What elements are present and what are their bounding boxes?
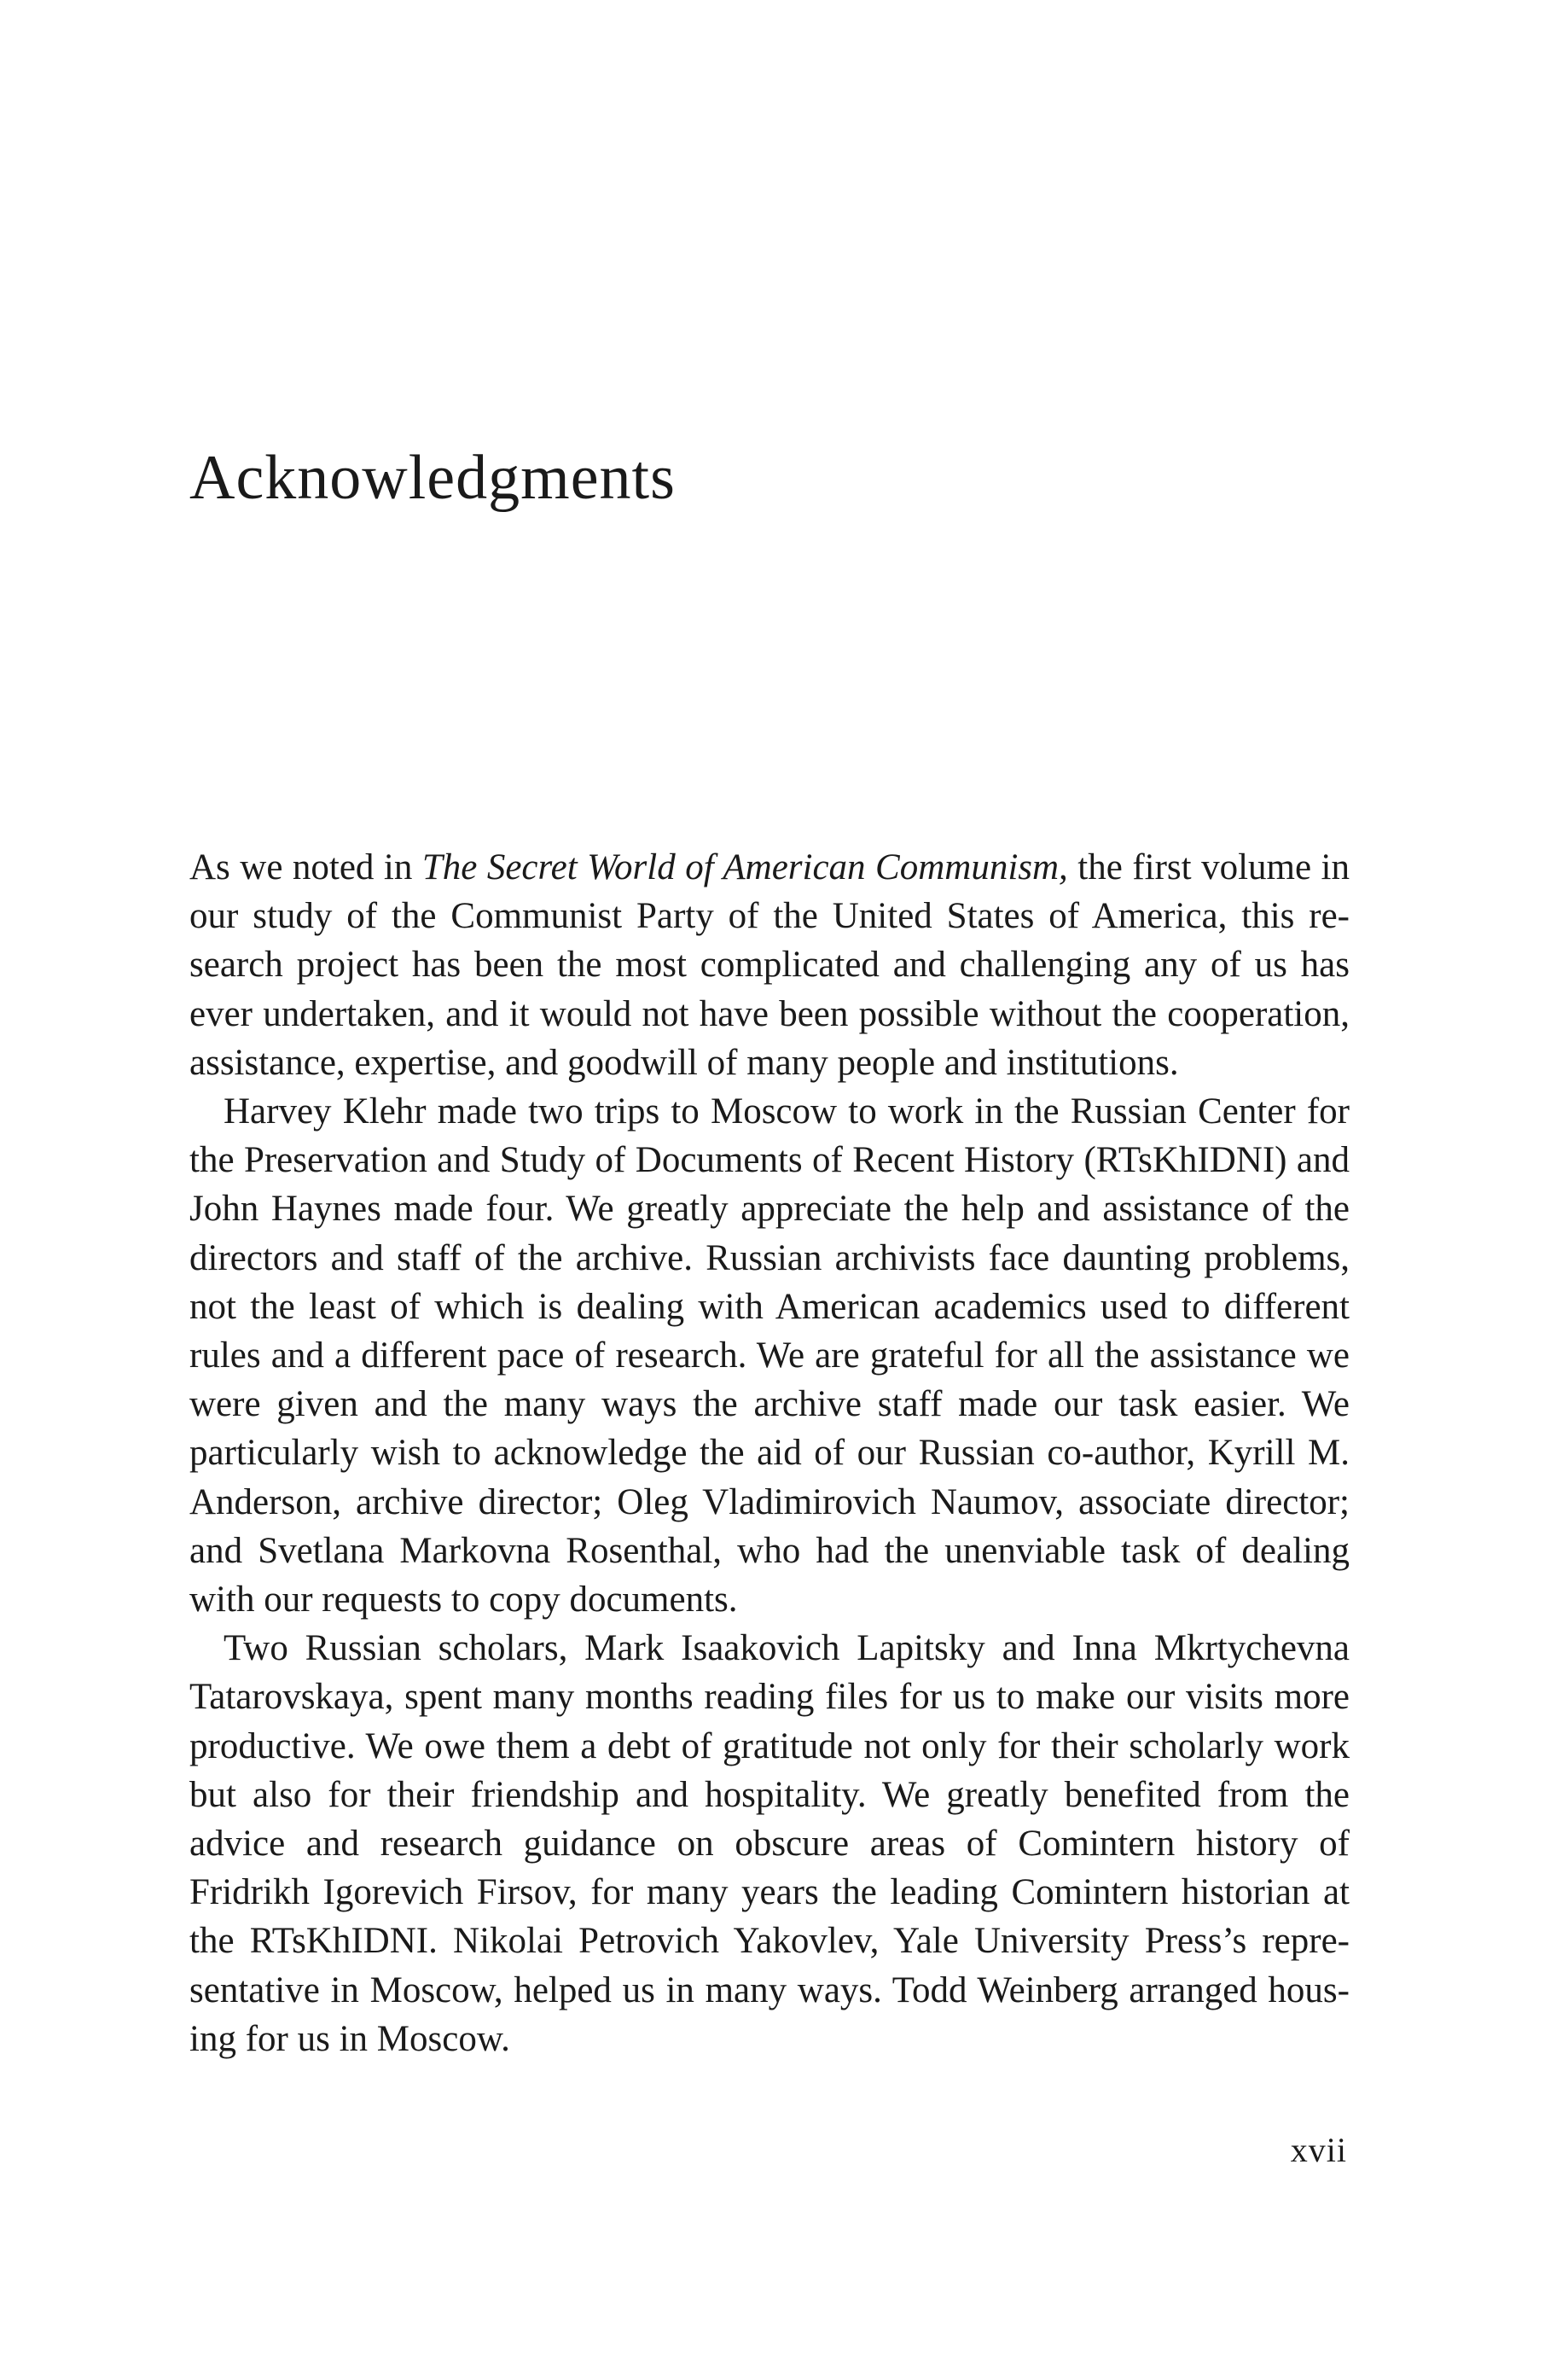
- paragraph-2: Harvey Klehr made two trips to Moscow to work in the Russian Center for the Preservation and Study of Documents of Recent History (RTsKhIDNI) and John Haynes made four. We greatly appreciate the help and assistance of the directors and staff of the archive. Russian archivists face daunting problems, not the least of which is dealing with American academics used to different rules and a different pace of research. We are grateful for all the assistance we were given and the many ways the archive staff made our task easier. We particularly wish to acknowledge the aid of our Russian co-author, Kyrill M. Anderson, archive director; Oleg Vladimirovich Naumov, associate director; and Svetlana Markovna Rosenthal, who had the unenviable task of dealing with our requests to copy documents.: [189, 1091, 1350, 1620]
- paragraph-1-lead: As we noted in: [189, 847, 422, 887]
- paragraph-1: [189, 843, 1350, 1087]
- page-number: xvii: [1290, 2131, 1347, 2169]
- paragraph-3: Two Russian scholars, Mark Isaakovich Lapitsky and Inna Mkrtychevna Tatarovskaya, spent many months reading files for us to make our visits more productive. We owe them a debt of gratitude not only for their scholarly work but also for their friendship and hospitality. We greatly benefited from the advice and research guidance on obscure areas of Comintern history of Fridrikh Igorevich Firsov, for many years the leading Comintern historian at the RTsKhIDNI. Nikolai Petrovich Yakovlev, Yale University Press’s representative in Moscow, helped us in many ways. Todd Weinberg arranged housing for us in Moscow.: [189, 1628, 1350, 2059]
- body-text: [189, 843, 1350, 2063]
- chapter-title: Acknowledgments: [189, 443, 676, 513]
- book-title-reference: The Secret World of American Communism,: [421, 847, 1068, 887]
- paragraph-1-rest: the first volume in our study of the Communist Party of the United States of America, this research project has been the most complicated and challenging any of us has ever undertaken, and it would not have been possible without the cooperation, assistance, expertise, and goodwill of many people and institutions.: [189, 847, 1350, 1083]
